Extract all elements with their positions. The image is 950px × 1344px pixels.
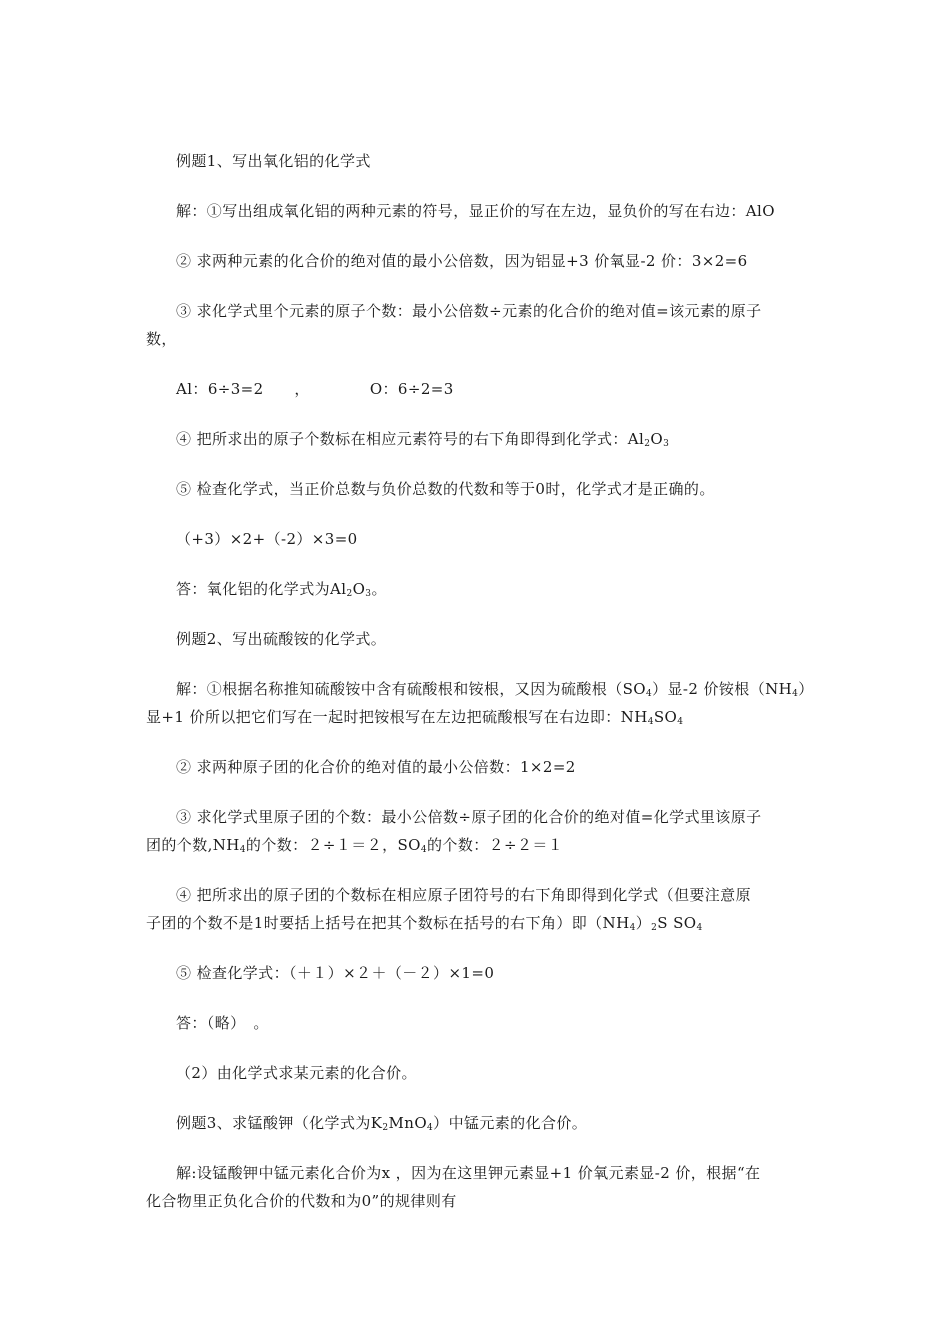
example1-step3-line2: 数， — [146, 330, 177, 348]
example1-title: 例题1、写出氧化铝的化学式 — [176, 152, 371, 170]
example1-step3-calc — [146, 378, 810, 399]
example2-step3-line1: ③ 求化学式里原子团的个数：最小公倍数÷原子团的化合价的绝对值=化学式里该原子 — [176, 808, 762, 826]
example2-step1-line2: 显+1 价所以把它们写在一起时把铵根写在左边把硫酸根写在右边即：$NH_4SO_4$ — [146, 708, 684, 727]
example1-answer: 答：氧化铝的化学式为$Al_2O_3$。 — [176, 580, 387, 599]
example1-check: （+3）×2+（-2）×3=0 — [176, 530, 358, 548]
example2-step4-line1: ④ 把所求出的原子团的个数标在相应原子团符号的右下角即得到化学式（但要注意原 — [176, 886, 751, 904]
example2-step2: ② 求两种原子团的化合价的绝对值的最小公倍数：1×2=2 — [176, 758, 576, 776]
al-count: Al：6÷3=2 ， — [176, 380, 310, 398]
example1-step2: ② 求两种元素的化合价的绝对值的最小公倍数，因为铝显+3 价氧显-2 价：3×2=6 — [176, 252, 748, 270]
example2-step1-line1: 解：①根据名称推知硫酸铵中含有硫酸根和铵根，又因为硫酸根$(SO_4)$显-2 价铵根$(NH_4)$ — [176, 680, 814, 699]
example2-answer: 答：（略） 。 — [176, 1014, 269, 1032]
example1-step4: ④ 把所求出的原子个数标在相应元素符号的右下角即得到化学式：$Al_2O_3$ — [176, 430, 670, 449]
example3-title: 例题3、求锰酸钾（化学式为$K_2MnO_4$）中锰元素的化合价。 — [176, 1114, 588, 1133]
example1-step1: 解：①写出组成氧化铝的两种元素的符号，显正价的写在左边，显负价的写在右边：AlO — [176, 202, 775, 220]
example2-step3-line2: 团的个数$,NH_4$的个数：２÷１＝２，$SO_4$的个数：２÷２＝１ — [146, 836, 564, 855]
example1-step3-line1: ③ 求化学式里个元素的原子个数：最小公倍数÷元素的化合价的绝对值=该元素的原子 — [176, 302, 762, 320]
section2-heading: （2）由化学式求某元素的化合价。 — [176, 1064, 417, 1082]
example2-step5: ⑤ 检查化学式：（＋１）×２＋（－２）×1=0 — [176, 964, 495, 982]
example3-step1-line1: 解:设锰酸钾中锰元素化合价为x ，因为在这里钾元素显+1 价氧元素显-2 价，根据“在 — [176, 1164, 761, 1182]
example2-title: 例题2、写出硫酸铵的化学式。 — [176, 630, 387, 648]
o-count: O：6÷2=3 — [369, 380, 454, 398]
example2-step4-line2: 子团的个数不是1时要括上括号在把其个数标在括号的右下角）即$(NH_4)_2S$ $SO_4$ — [146, 914, 703, 933]
example1-step5: ⑤ 检查化学式，当正价总数与负价总数的代数和等于0时，化学式才是正确的。 — [176, 480, 715, 498]
example3-step1-line2: 化合物里正负化合价的代数和为0”的规律则有 — [146, 1192, 457, 1210]
